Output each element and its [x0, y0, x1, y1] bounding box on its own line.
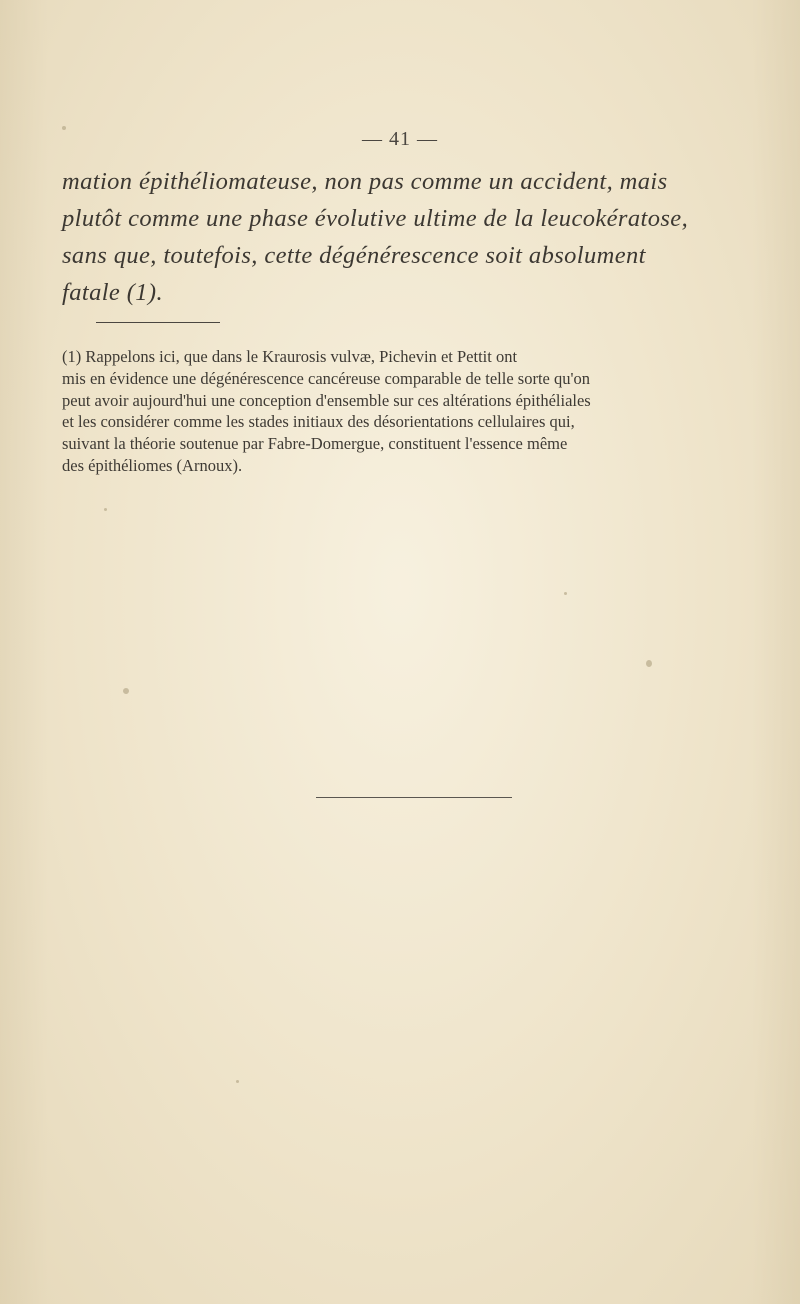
paper-speck — [564, 592, 567, 595]
footnote-line: suivant la théorie soutenue par Fabre-Domergue, constituent l'essence même — [62, 434, 568, 454]
page-number: — 41 — — [362, 128, 438, 150]
paper-speck — [104, 508, 107, 511]
paper-speck — [123, 688, 129, 694]
footnote-line: des épithéliomes (Arnoux). — [62, 455, 243, 475]
footnote-separator-rule — [96, 322, 220, 323]
main-text-line: plutôt comme une phase évolutive ultime de la leucokératose, — [62, 205, 689, 232]
footnote-line: peut avoir aujourd'hui une conception d'ensemble sur ces altérations épithéliales — [62, 390, 591, 410]
main-text-line: sans que, toutefois, cette dégénérescence soit absolument — [62, 242, 646, 269]
footnote-line: (1) Rappelons ici, que dans le Kraurosis vulvæ, Pichevin et Pettit ont — [62, 347, 518, 366]
bottom-rule — [316, 797, 512, 798]
main-paragraph — [62, 163, 742, 311]
footnote-line: et les considérer comme les stades initiaux des désorientations cellulaires qui, — [62, 412, 575, 432]
footnote — [62, 346, 742, 477]
paper-speck — [62, 126, 66, 130]
paper-speck — [236, 1080, 239, 1083]
paper-speck — [646, 660, 652, 667]
main-text-line: fatale (1). — [62, 279, 164, 306]
footnote-line: mis en évidence une dégénérescence cancéreuse comparable de telle sorte qu'on — [62, 368, 590, 388]
main-text-line: mation épithéliomateuse, non pas comme un accident, mais — [62, 168, 668, 195]
